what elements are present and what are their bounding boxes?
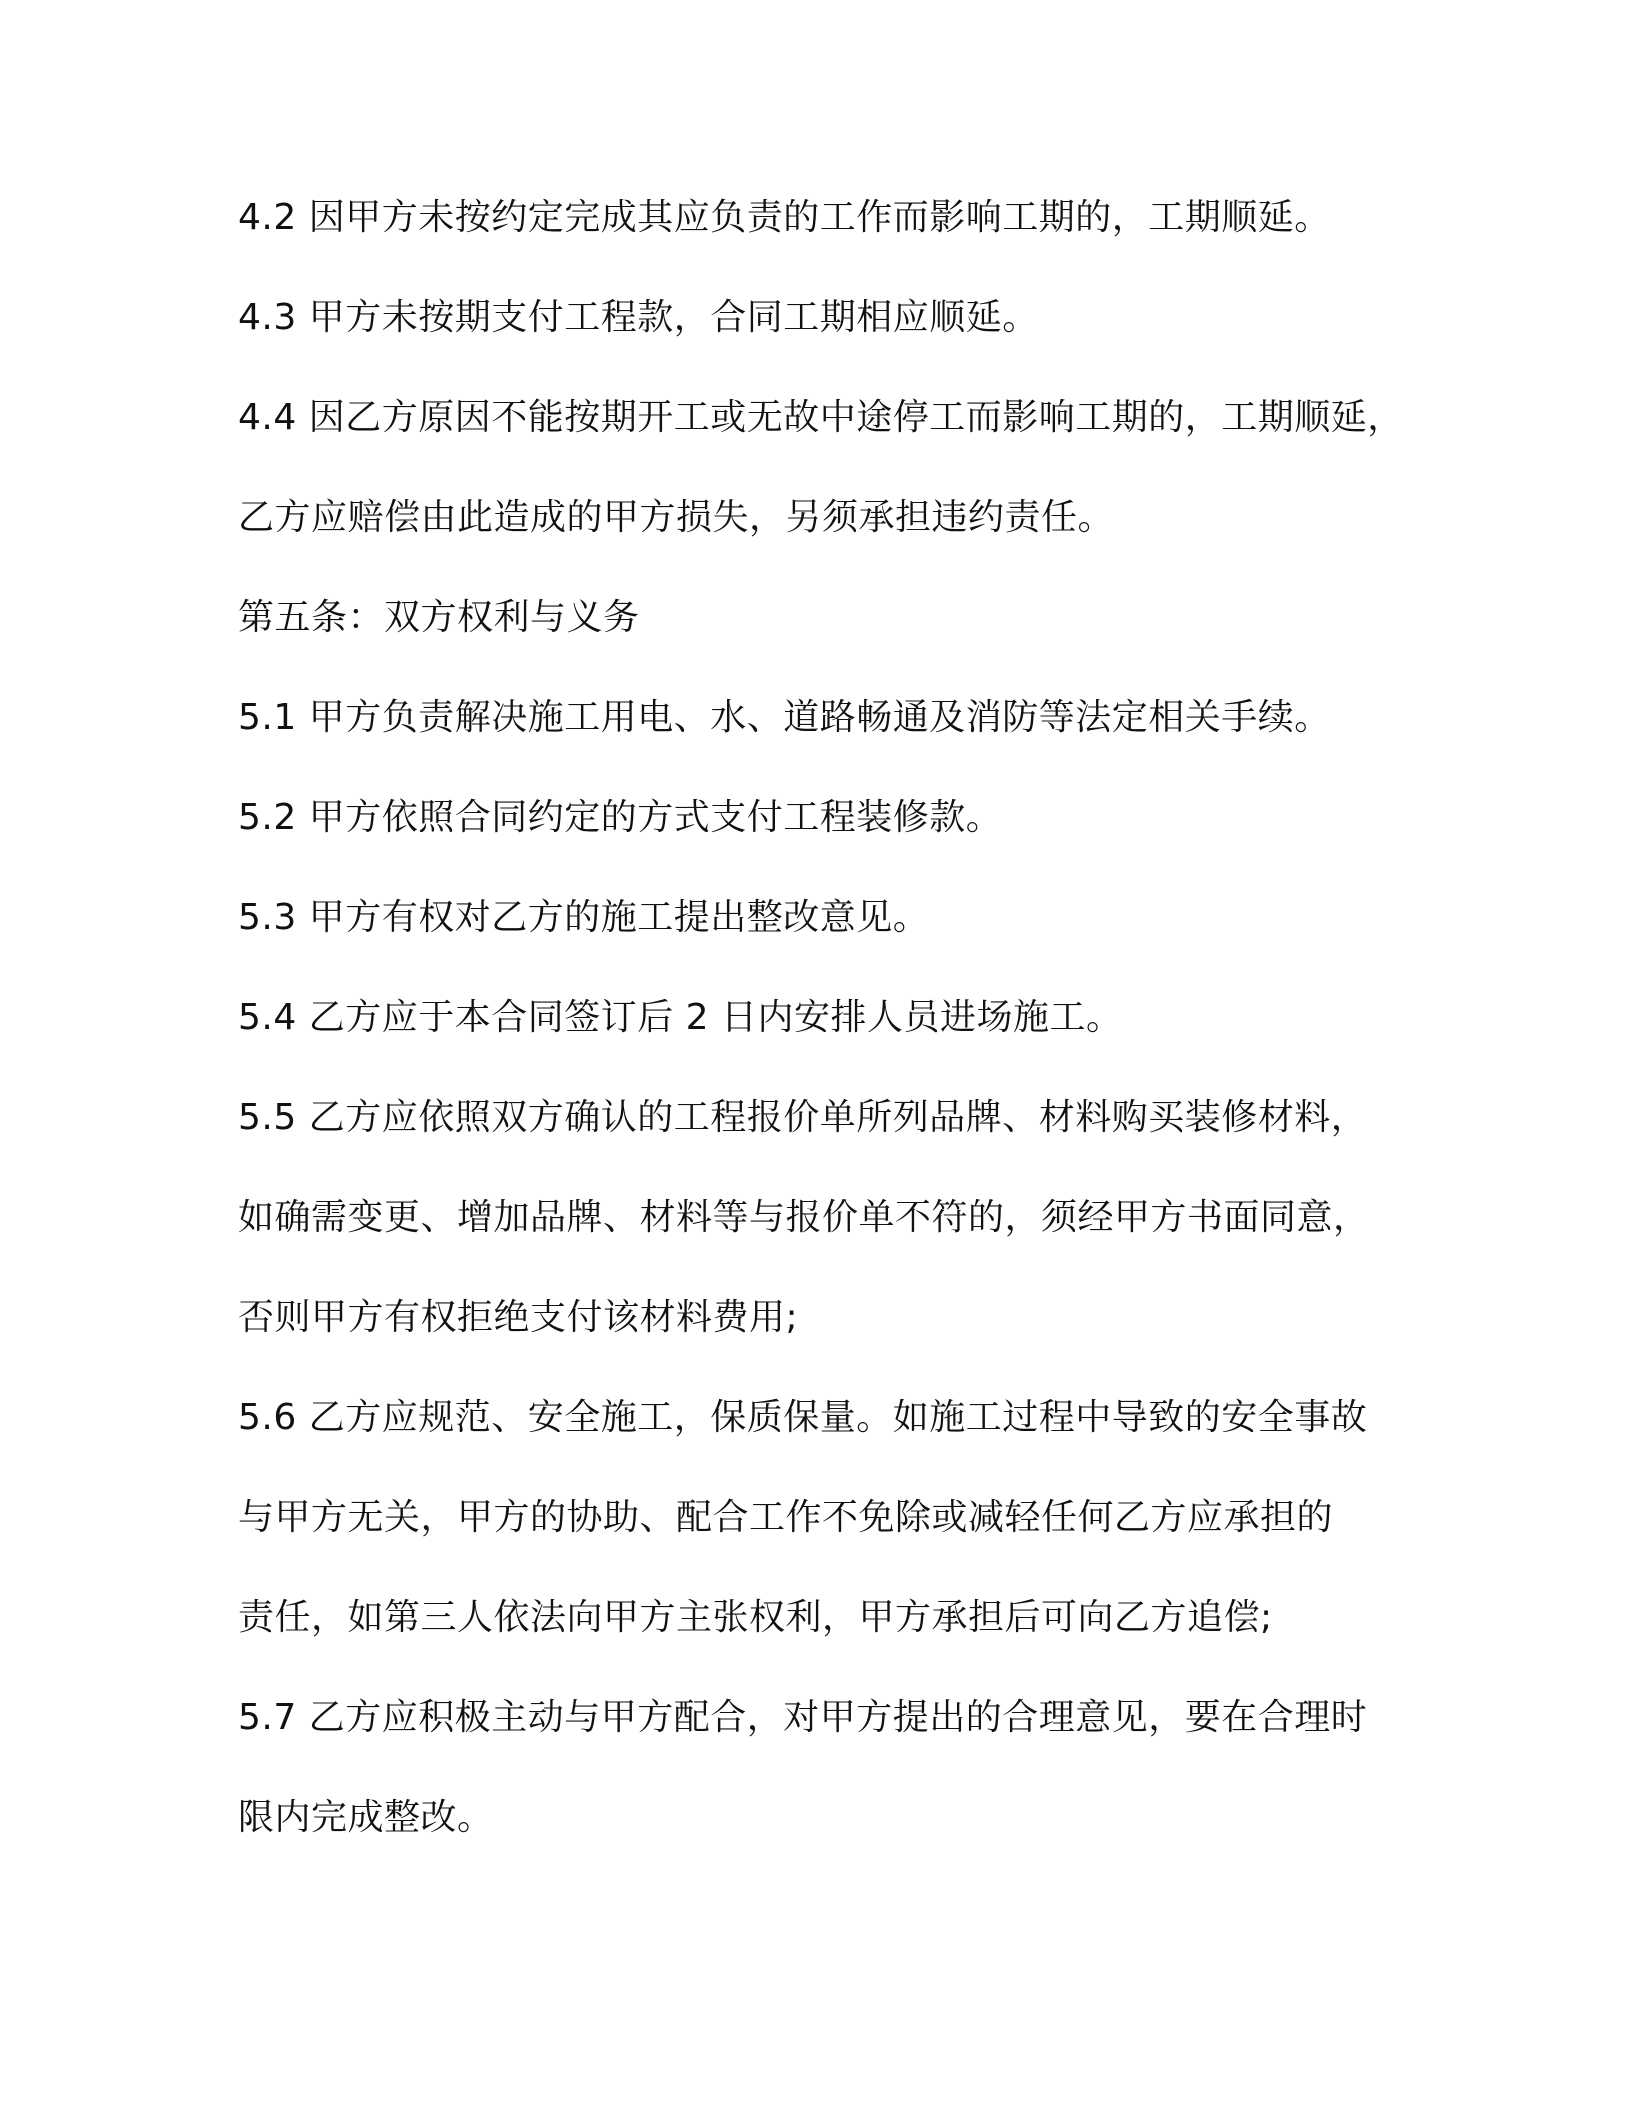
clause-5-6-line-1: 5.6 乙方应规范、安全施工，保质保量。如施工过程中导致的安全事故 (238, 1397, 1368, 1438)
clause-5-5-line-1: 5.5 乙方应依照双方确认的工程报价单所列品牌、材料购买装修材料， (238, 1097, 1368, 1138)
document-body (238, 188, 1418, 1888)
clause-5-7-line-2: 限内完成整改。 (238, 1797, 494, 1838)
clause-4-3: 4.3 甲方未按期支付工程款，合同工期相应顺延。 (238, 297, 1039, 338)
clause-4-2: 4.2 因甲方未按约定完成其应负责的工作而影响工期的，工期顺延。 (238, 197, 1331, 238)
article-5-heading: 第五条：双方权利与义务 (238, 597, 640, 638)
clause-5-5-line-3: 否则甲方有权拒绝支付该材料费用; (238, 1297, 799, 1338)
clause-5-3: 5.3 甲方有权对乙方的施工提出整改意见。 (238, 897, 930, 938)
clause-5-1: 5.1 甲方负责解决施工用电、水、道路畅通及消防等法定相关手续。 (238, 697, 1331, 738)
clause-5-6-line-2: 与甲方无关，甲方的协助、配合工作不免除或减轻任何乙方应承担的 (238, 1497, 1334, 1538)
clause-5-6-line-3: 责任，如第三人依法向甲方主张权利，甲方承担后可向乙方追偿; (238, 1597, 1273, 1638)
clause-5-5-line-2: 如确需变更、增加品牌、材料等与报价单不符的，须经甲方书面同意， (238, 1197, 1370, 1238)
clause-5-4: 5.4 乙方应于本合同签订后 2 日内安排人员进场施工。 (238, 997, 1123, 1038)
clause-5-2: 5.2 甲方依照合同约定的方式支付工程装修款。 (238, 797, 1003, 838)
clause-4-4-line-1: 4.4 因乙方原因不能按期开工或无故中途停工而影响工期的，工期顺延， (238, 397, 1404, 438)
clause-5-7-line-1: 5.7 乙方应积极主动与甲方配合，对甲方提出的合理意见，要在合理时 (238, 1697, 1368, 1738)
clause-4-4-line-2: 乙方应赔偿由此造成的甲方损失，另须承担违约责任。 (238, 497, 1115, 538)
